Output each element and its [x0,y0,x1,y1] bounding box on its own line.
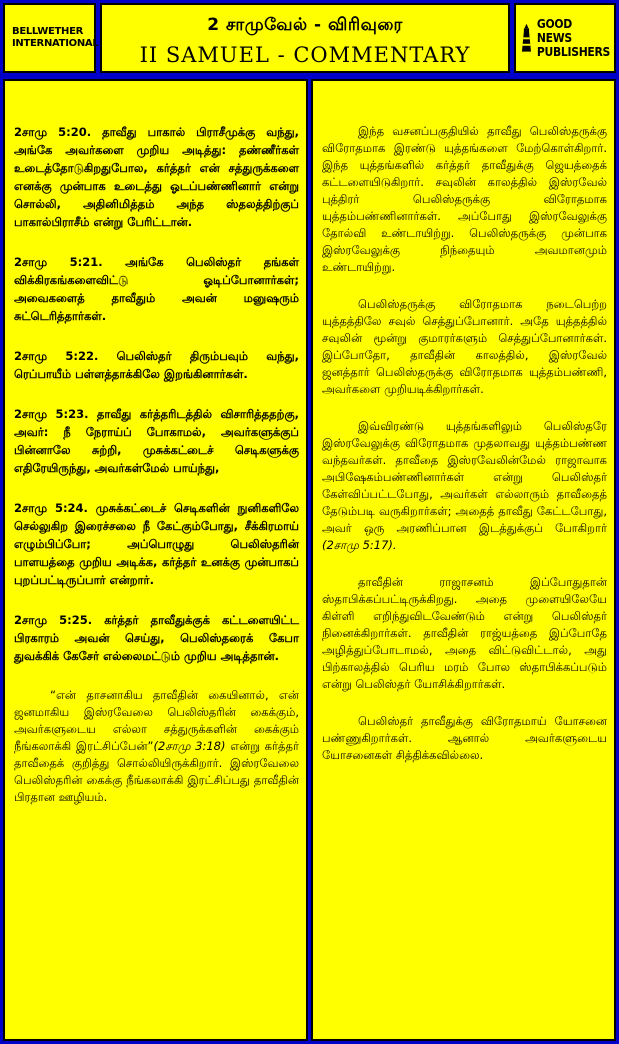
left-commentary-rest: என்று கர்த்தர் தாவீதைக் குறித்து சொல்லியிருக்கிறார். இஸ்ரவேலை பெலிஸ்தரின் கைக்கு நீங்கலாக்கி இரட்சிப்பது தாவீதின் பிரதான ஊழியம். [14,739,299,804]
logo-right-line1: GOOD NEWS [536,17,572,45]
verse-5-21: 2சாமு 5:21. அங்கே பெலிஸ்தர் தங்கள் விக்கிரகங்களைவிட்டு ஓடிப்போனார்கள்; அவைகளைத் தாவீதும் அவன் மனுஷரும் சுட்டெரித்தார்கள். [14,255,299,323]
header-title [100,3,510,73]
good-news-logo [514,3,616,73]
right-column [311,79,616,1041]
commentary-paragraph-1: இந்த வசனப்பகுதியில் தாவீது பெலிஸ்தருக்கு விரோதமாக இரண்டு யுத்தங்களை மேற்கொள்கிறார். இந்த யுத்தங்களில் கர்த்தர் தாவீதுக்கு ஜெயத்தைக் கட்டளையிடுகிறார். சவுலின் காலத்தில் இஸ்ரவேல் புத்திரர் பெலிஸ்தருக்கு விரோதமாக யுத்தம்பண்ணினார்கள். அப்போது இஸ்ரவேலுக்கு தோல்வி உண்டாயிற்று. பெலிஸ்தருக்கு முன்பாக இஸ்ரவேலுக்கு நிந்தையும் அவமானமும் உண்டாயிற்று. [322,124,607,274]
logo-left-line2: INTERNATIONAL [12,38,99,49]
bellwether-logo [3,3,99,73]
commentary-paragraph-2: பெலிஸ்தருக்கு விரோதமாக நடைபெற்ற யுத்தத்திலே சவுல் செத்துப்போனார். அதே யுத்தத்தில் சவுலின் மூன்று குமாரர்களும் செத்துப்போனார்கள். இப்போதோ, தாவீதின் காலத்தில், இஸ்ரவேல் ஜனத்தார் பெலிஸ்தருக்கு விரோதமாக யுத்தம்பண்ணி, அவர்களை முறியடிக்கிறார்கள். [322,297,607,396]
commentary-paragraph-5: பெலிஸ்தர் தாவீதுக்கு விரோதமாய் யோசனை பண்ணுகிறார்கள். ஆனால் அவர்களுடைய யோசனைகள் சித்திக்கவில்லை. [322,714,607,762]
verse-5-20: 2சாமு 5:20. தாவீது பாகால் பிராசீமுக்கு வந்து, அங்கே அவர்களை முறிய அடித்து: தண்ணீர்கள் உடைத்தோடுகிறதுபோல, கர்த்தர் என் சத்துருக்களை எனக்கு முன்பாக உடைத்து ஓடப்பண்ணினார் என்று சொல்லி, அதினிமித்தம் அந்த ஸ்தலத்திற்குப் பாகால்பிராசீம் என்று பேரிட்டான். [14,125,299,229]
left-column [3,79,308,1041]
verse-5-24: 2சாமு 5:24. முசுக்கட்டைச் செடிகளின் நுனிகளிலே செல்லுகிற இரைச்சலை நீ கேட்கும்போது, சீக்கிரமாய் எழும்பிப்போ; அப்பொழுது பெலிஸ்தரின் பாளயத்தை முறிய அடிக்க, கர்த்தர் உனக்கு முன்பாகப் புறப்பட்டிருப்பார் என்றார். [14,501,299,587]
verse-5-25: 2சாமு 5:25. கர்த்தர் தாவீதுக்குக் கட்டளையிட்ட பிரகாரம் அவன் செய்து, பெலிஸ்தரைக் கேபா துவக்கிக் கேசேர் எல்லைமட்டும் முறிய அடித்தான். [14,613,299,663]
logo-right-line2: PUBLISHERS [536,45,610,59]
commentary-paragraph-3-reference: (2சாமு 5:17). [322,538,397,552]
logo-left-line1: BELLWETHER [12,26,84,37]
verse-5-23: 2சாமு 5:23. தாவீது கர்த்தரிடத்தில் விசாரித்ததற்கு, அவர்: நீ நேராய்ப் போகாமல், அவர்களுக்குப் பின்னாலே சுற்றி, முசுக்கட்டைச் செடிகளுக்கு எதிரேயிருந்து, அவர்கள்மேல் பாய்ந்து, [14,407,299,475]
title-english: II SAMUEL - COMMENTARY [139,43,471,67]
verse-5-22: 2சாமு 5:22. பெலிஸ்தர் திரும்பவும் வந்து, ரெப்பாயீம் பள்ளத்தாக்கிலே இறங்கினார்கள். [14,349,299,381]
commentary-paragraph-3-text: இவ்விரண்டு யுத்தங்களிலும் பெலிஸ்தரே இஸ்ரவேலுக்கு விரோதமாக முதலாவது யுத்தம்பண்ண வந்தவர்கள். தாவீதை இஸ்ரவேலின்மேல் ராஜாவாக அபிஷேகம்பண்ணினார்கள் என்று பெலிஸ்தர் கேள்விப்பட்டபோது, அவர்கள் எல்லாரும் தாவீதைத் தேடும்படி வருகிறார்கள்; அதைத் தாவீது கேட்டபோது, அவர் ஒரு அரணிப்பான இடத்துக்குப் போகிறார் [322,419,607,535]
commentary-paragraph-3 [322,418,607,554]
title-tamil: 2 சாமுவேல் - விரிவுரை [207,15,403,35]
lighthouse-icon [520,15,533,61]
left-commentary-reference: (2சாமு 3:18) [153,739,226,753]
commentary-paragraph-4: தாவீதின் ராஜாசனம் இப்போதுதான் ஸ்தாபிக்கப்பட்டிருக்கிறது. அதை முளையிலேயே கிள்ளி எறிந்துவிடவேண்டும் என்று பெலிஸ்தர் நினைக்கிறார்கள். தாவீதின் ராஜ்யத்தை இப்போதே அழித்துப்போடாமல், அதை விட்டுவிட்டால், அது பிற்காலத்தில் பெரிய மரம் போல ஸ்தாபிக்கப்படும் என்று பெலிஸ்தர் யோசிக்கிறார்கள். [322,575,607,691]
left-commentary-paragraph [14,687,299,806]
left-commentary-quote: “என் தாசனாகிய தாவீதின் கையினால், என் ஜனமாகிய இஸ்ரவேலை பெலிஸ்தரின் கைக்கும், அவர்களுடைய எல்லா சத்துருக்களின் கைக்கும் நீங்கலாக்கி இரட்சிப்பேன்” [14,688,299,753]
